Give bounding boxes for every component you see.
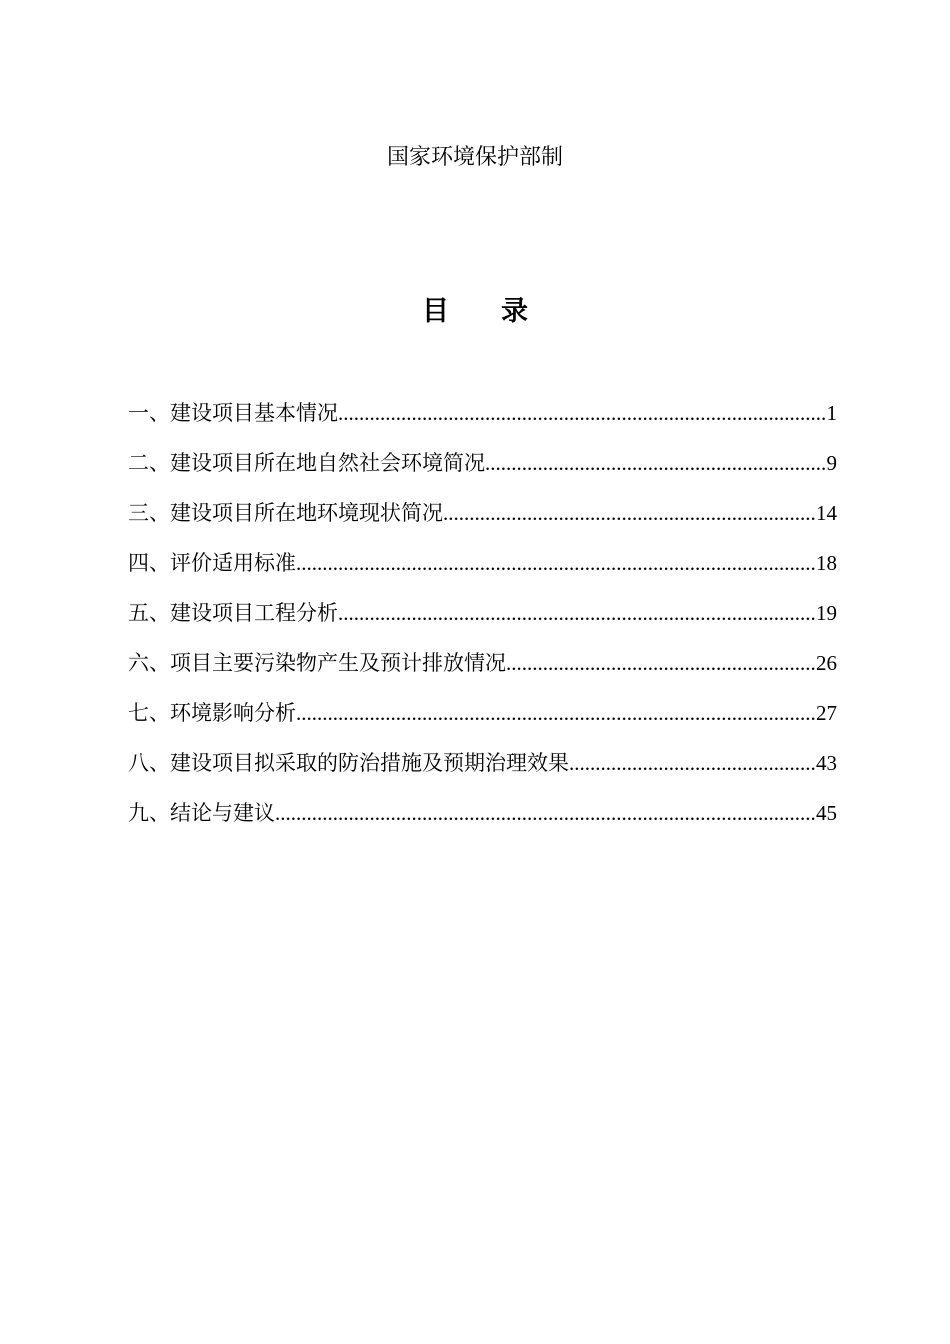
toc-entry-page: 45: [816, 801, 837, 825]
toc-entry-page: 26: [816, 651, 837, 675]
toc-entry-page: 27: [816, 701, 837, 725]
toc-leader-dots: [338, 588, 816, 638]
toc-leader-dots: [338, 388, 827, 438]
toc-entry-label: 六、项目主要污染物产生及预计排放情况: [128, 651, 506, 675]
toc-entry-page: 18: [816, 551, 837, 575]
toc-entry-label: 五、建设项目工程分析: [128, 601, 338, 625]
toc-entry-label: 八、建设项目拟采取的防治措施及预期治理效果: [128, 751, 569, 775]
toc-entry-page: 43: [816, 751, 837, 775]
toc-entry-label: 二、建设项目所在地自然社会环境简况: [128, 451, 485, 475]
toc-entry[interactable]: [128, 738, 837, 788]
toc-entry[interactable]: [128, 688, 837, 738]
toc-entry-page: 1: [826, 401, 837, 425]
table-of-contents: [128, 388, 837, 838]
toc-leader-dots: [443, 488, 816, 538]
toc-entry[interactable]: [128, 438, 837, 488]
toc-title-char-1: 目: [422, 296, 449, 327]
toc-entry-label: 三、建设项目所在地环境现状简况: [128, 501, 443, 525]
toc-entry-label: 七、环境影响分析: [128, 701, 296, 725]
toc-entry-label: 九、结论与建议: [128, 801, 275, 825]
toc-entry-label: 四、评价适用标准: [128, 551, 296, 575]
toc-entry-label: 一、建设项目基本情况: [128, 401, 338, 425]
toc-entry[interactable]: [128, 788, 837, 838]
toc-entry[interactable]: [128, 638, 837, 688]
toc-leader-dots: [296, 538, 816, 588]
toc-entry-page: 9: [826, 451, 837, 475]
toc-entry[interactable]: [128, 588, 837, 638]
toc-leader-dots: [296, 688, 816, 738]
toc-entry-page: 19: [816, 601, 837, 625]
toc-entry[interactable]: [128, 388, 837, 438]
toc-leader-dots: [275, 788, 816, 838]
toc-entry[interactable]: [128, 538, 837, 588]
toc-leader-dots: [569, 738, 816, 788]
toc-title: [0, 292, 950, 332]
toc-title-char-2: 录: [501, 296, 528, 327]
toc-leader-dots: [485, 438, 827, 488]
toc-entry[interactable]: [128, 488, 837, 538]
toc-leader-dots: [506, 638, 816, 688]
issuer-line: 国家环境保护部制: [386, 145, 563, 170]
toc-entry-page: 14: [816, 501, 837, 525]
